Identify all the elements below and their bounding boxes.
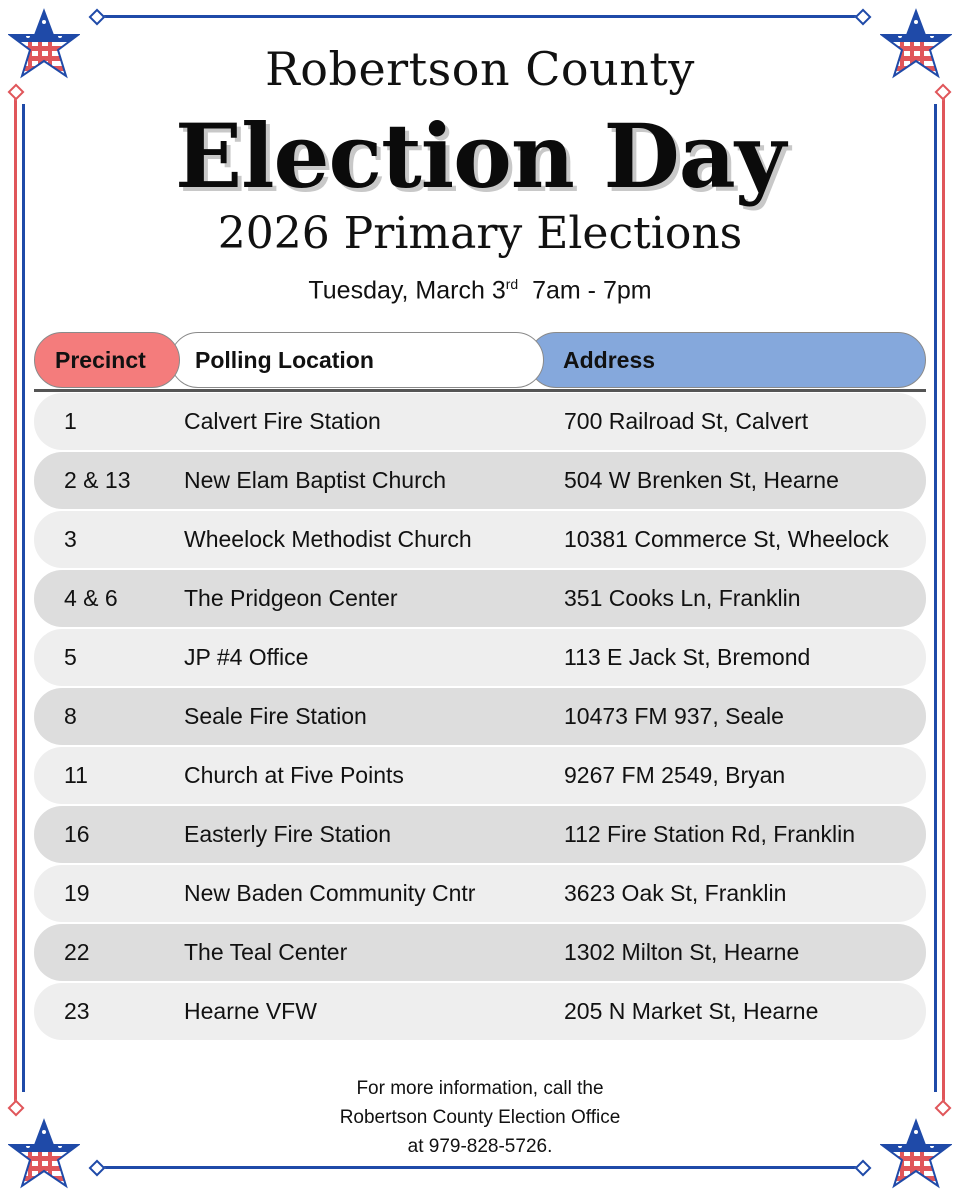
address-cell: 10381 Commerce St, Wheelock xyxy=(564,526,889,552)
column-header-address: Address xyxy=(528,332,926,388)
location-cell: Wheelock Methodist Church xyxy=(184,526,472,552)
precinct-cell: 23 xyxy=(64,998,90,1024)
precinct-cell: 2 & 13 xyxy=(64,467,131,493)
table-header xyxy=(34,332,926,390)
address-cell: 9267 FM 2549, Bryan xyxy=(564,762,786,788)
table-row xyxy=(34,865,926,922)
precinct-cell: 22 xyxy=(64,939,90,965)
column-header-precinct: Precinct xyxy=(34,332,180,388)
location-cell: The Teal Center xyxy=(184,939,348,965)
table-row xyxy=(34,511,926,568)
location-cell: The Pridgeon Center xyxy=(184,585,398,611)
precinct-cell: 19 xyxy=(64,880,90,906)
precinct-cell: 4 & 6 xyxy=(64,585,118,611)
precinct-cell: 5 xyxy=(64,644,77,670)
table-row xyxy=(34,570,926,627)
election-date xyxy=(0,276,960,305)
location-cell: New Elam Baptist Church xyxy=(184,467,447,493)
address-cell: 1302 Milton St, Hearne xyxy=(564,939,800,965)
table-row xyxy=(34,452,926,509)
table-row xyxy=(34,688,926,745)
date-ordinal: rd xyxy=(505,276,519,292)
diamond-ornament xyxy=(89,1160,106,1177)
footer-line: For more information, call the xyxy=(356,1078,604,1099)
precinct-cell: 1 xyxy=(64,408,77,434)
page-title: Election Day xyxy=(175,104,785,208)
address-cell: 351 Cooks Ln, Franklin xyxy=(564,585,801,611)
footer-phone: at 979-828-5726. xyxy=(407,1136,553,1157)
location-cell: JP #4 Office xyxy=(184,644,309,670)
precinct-cell: 3 xyxy=(64,526,77,552)
precinct-cell: 8 xyxy=(64,703,77,729)
table-row xyxy=(34,806,926,863)
location-cell: Calvert Fire Station xyxy=(184,408,381,434)
table-row xyxy=(34,747,926,804)
address-cell: 504 W Brenken St, Hearne xyxy=(564,467,839,493)
table-row xyxy=(34,629,926,686)
page-subtitle: 2026 Primary Elections xyxy=(217,208,743,259)
precinct-cell: 16 xyxy=(64,821,90,847)
top-border-line xyxy=(98,15,864,18)
location-cell: Church at Five Points xyxy=(184,762,404,788)
address-cell: 113 E Jack St, Bremond xyxy=(564,644,811,670)
location-cell: Easterly Fire Station xyxy=(184,821,392,847)
column-header-polling-location: Polling Location xyxy=(170,332,544,388)
polling-table-body xyxy=(34,393,926,1042)
address-cell: 10473 FM 937, Seale xyxy=(564,703,784,729)
hours-text: 7am - 7pm xyxy=(532,276,652,305)
address-cell: 700 Railroad St, Calvert xyxy=(564,408,809,434)
location-cell: New Baden Community Cntr xyxy=(184,880,476,906)
location-cell: Hearne VFW xyxy=(184,998,317,1024)
precinct-cell: 11 xyxy=(64,762,88,788)
address-cell: 112 Fire Station Rd, Franklin xyxy=(564,821,856,847)
table-row xyxy=(34,393,926,450)
header-divider xyxy=(34,389,926,392)
address-cell: 205 N Market St, Hearne xyxy=(564,998,819,1024)
county-name: Robertson County xyxy=(265,42,695,96)
diamond-ornament xyxy=(855,1160,872,1177)
date-text: Tuesday, March 3 xyxy=(308,276,506,305)
diamond-ornament xyxy=(89,9,106,26)
footer-line: Robertson County Election Office xyxy=(339,1107,621,1128)
bottom-border-line xyxy=(98,1166,864,1169)
location-cell: Seale Fire Station xyxy=(184,703,367,729)
footer-info xyxy=(0,1074,960,1161)
table-row xyxy=(34,983,926,1040)
address-cell: 3623 Oak St, Franklin xyxy=(564,880,787,906)
diamond-ornament xyxy=(855,9,872,26)
table-row xyxy=(34,924,926,981)
